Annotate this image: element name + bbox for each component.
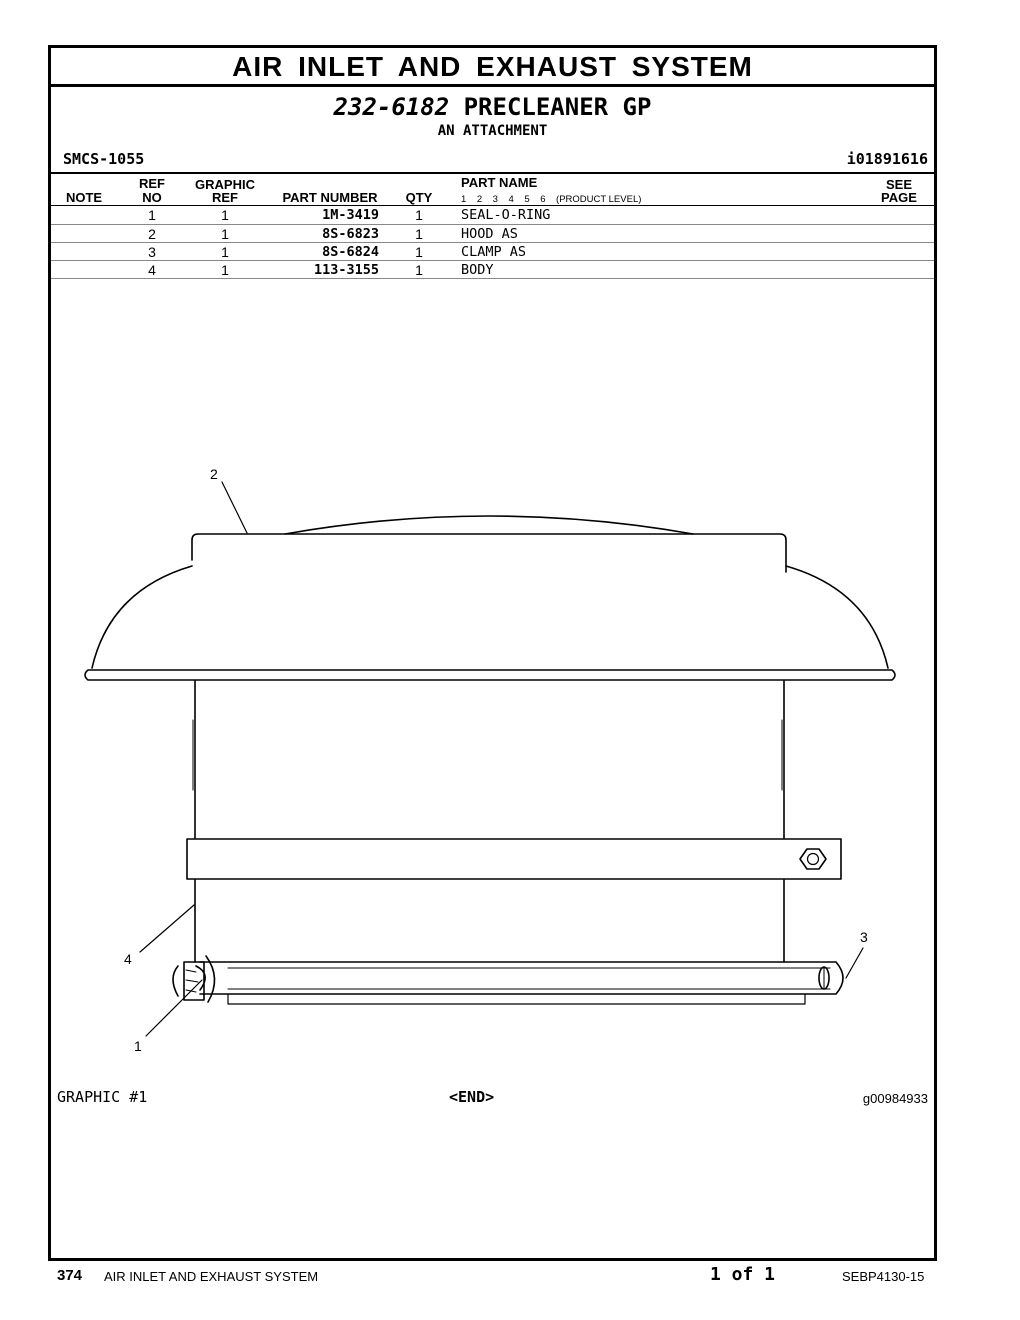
col-part-number: PART NUMBER [282, 190, 378, 205]
body-walls [195, 681, 784, 962]
footer-section-title: AIR INLET AND EXHAUST SYSTEM [104, 1269, 319, 1284]
upper-band [187, 839, 841, 879]
callout-2: 2 [210, 466, 218, 482]
col-ref-bottom: NO [142, 190, 162, 205]
footer-doc-number: SEBP4130-15 [842, 1269, 925, 1284]
hood-rim [85, 670, 895, 680]
row-ref-no: 2 [148, 226, 156, 242]
col-graphic-bottom: REF [212, 190, 238, 205]
row-qty: 1 [415, 207, 423, 223]
col-graphic-top: GRAPHIC [195, 177, 255, 192]
attachment-subtitle: AN ATTACHMENT [437, 123, 548, 139]
callout-3: 3 [860, 929, 868, 945]
col-see-bottom: PAGE [881, 190, 917, 205]
col-note: NOTE [65, 190, 103, 205]
group-name: PRECLEANER GP [463, 93, 652, 121]
document-id: i01891616 [846, 150, 928, 168]
row-qty: 1 [415, 226, 423, 242]
group-part-number: 232-6182 [333, 93, 450, 121]
row-ref-no: 3 [148, 244, 156, 260]
callout-1: 1 [134, 1038, 142, 1054]
graphic-label: GRAPHIC #1 [57, 1088, 148, 1106]
col-product-levels: 1 2 3 4 5 6 (PRODUCT LEVEL) [461, 194, 642, 205]
row-part-number: 1M-3419 [322, 207, 379, 223]
row-part-number: 8S-6824 [322, 244, 379, 260]
row-graphic-ref: 1 [221, 226, 229, 242]
footer-page-number: 374 [57, 1267, 83, 1284]
col-part-name: PART NAME [461, 175, 538, 190]
row-part-name: HOOD AS [461, 226, 518, 242]
row-graphic-ref: 1 [221, 244, 229, 260]
row-qty: 1 [415, 262, 423, 278]
row-ref-no: 1 [148, 207, 156, 223]
row-part-name: BODY [461, 262, 494, 278]
band-nut [800, 849, 826, 869]
col-ref-top: REF [139, 176, 165, 191]
callout-4: 4 [124, 951, 132, 967]
hood-dome-top [285, 516, 693, 534]
leader-4 [140, 905, 194, 952]
footer-page-of: 1 of 1 [710, 1264, 776, 1285]
seal-detail [173, 956, 215, 1002]
col-qty: QTY [405, 190, 433, 205]
graphic-id: g00984933 [862, 1091, 928, 1106]
smcs-code: SMCS-1055 [63, 150, 145, 168]
leader-3 [846, 948, 863, 978]
row-graphic-ref: 1 [221, 207, 229, 223]
hood-dome [92, 566, 888, 668]
hood-cap [192, 534, 786, 572]
leader-2 [222, 482, 247, 533]
row-ref-no: 4 [148, 262, 156, 278]
row-part-number: 113-3155 [313, 262, 379, 278]
col-see-top: SEE [885, 177, 912, 192]
end-marker: <END> [449, 1088, 495, 1106]
row-part-name: CLAMP AS [461, 244, 527, 260]
row-part-name: SEAL-O-RING [461, 207, 551, 223]
row-qty: 1 [415, 244, 423, 260]
section-title: AIR INLET AND EXHAUST SYSTEM [232, 51, 753, 82]
row-part-number: 8S-6823 [322, 226, 379, 242]
row-graphic-ref: 1 [221, 262, 229, 278]
